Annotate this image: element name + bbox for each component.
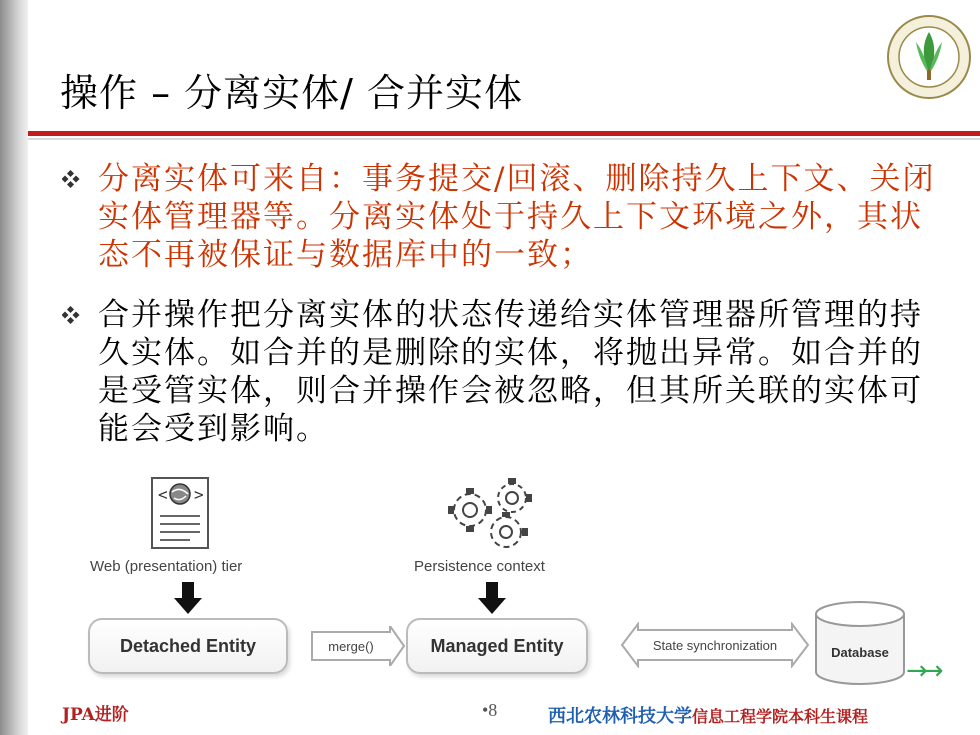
left-decorative-bar <box>0 0 28 735</box>
merge-label: merge() <box>328 638 374 654</box>
footer-university-name: 西北农林科技大学 <box>548 706 692 727</box>
merge-diagram <box>70 470 980 700</box>
bullet-merge-operation <box>62 296 938 448</box>
title-divider-shadow <box>28 138 980 140</box>
svg-text:<: < <box>158 485 168 504</box>
title-divider <box>28 131 980 136</box>
footer-institution <box>548 702 868 728</box>
footer-course-name: JPA进阶 <box>62 705 129 725</box>
footer-page-number: •8 <box>482 700 498 720</box>
bullet-detached-sources <box>62 160 938 274</box>
down-arrow-icon <box>476 582 508 614</box>
persistence-context-label: Persistence context <box>414 558 545 575</box>
database-label: Database <box>831 644 889 660</box>
detached-entity-box: Detached Entity <box>88 618 288 674</box>
down-arrow-icon <box>172 582 204 614</box>
svg-text:>: > <box>194 485 204 504</box>
bullet-text: 合并操作把分离实体的状态传递给实体管理器所管理的持久实体。如合并的是删除的实体，将抛出异常。如合并的是受管实体，则合并操作会被忽略，但其所关联的实体可能会受到影响。 <box>98 297 923 447</box>
bullet-text: 分离实体可来自：事务提交/回滚、删除持久上下文、关闭实体管理器等。分离实体处于持久上下文环境之外，其状态不再被保证与数据库中的一致； <box>98 161 936 273</box>
page-title: 操作 – 分离实体/ 合并实体 <box>60 71 524 115</box>
managed-entity-box: Managed Entity <box>406 618 588 674</box>
footer-college-name: 信息工程学院本科生课程 <box>692 707 869 726</box>
gears-icon <box>440 476 550 552</box>
web-tier-label: Web (presentation) tier <box>90 558 243 575</box>
diamond-bullet-icon <box>62 170 80 188</box>
diamond-bullet-icon <box>62 306 80 324</box>
university-logo <box>886 14 972 100</box>
state-synchronization-label: State synchronization <box>652 637 778 653</box>
next-slide-arrow-icon[interactable]: →→ <box>906 656 938 686</box>
web-page-icon <box>150 476 210 550</box>
